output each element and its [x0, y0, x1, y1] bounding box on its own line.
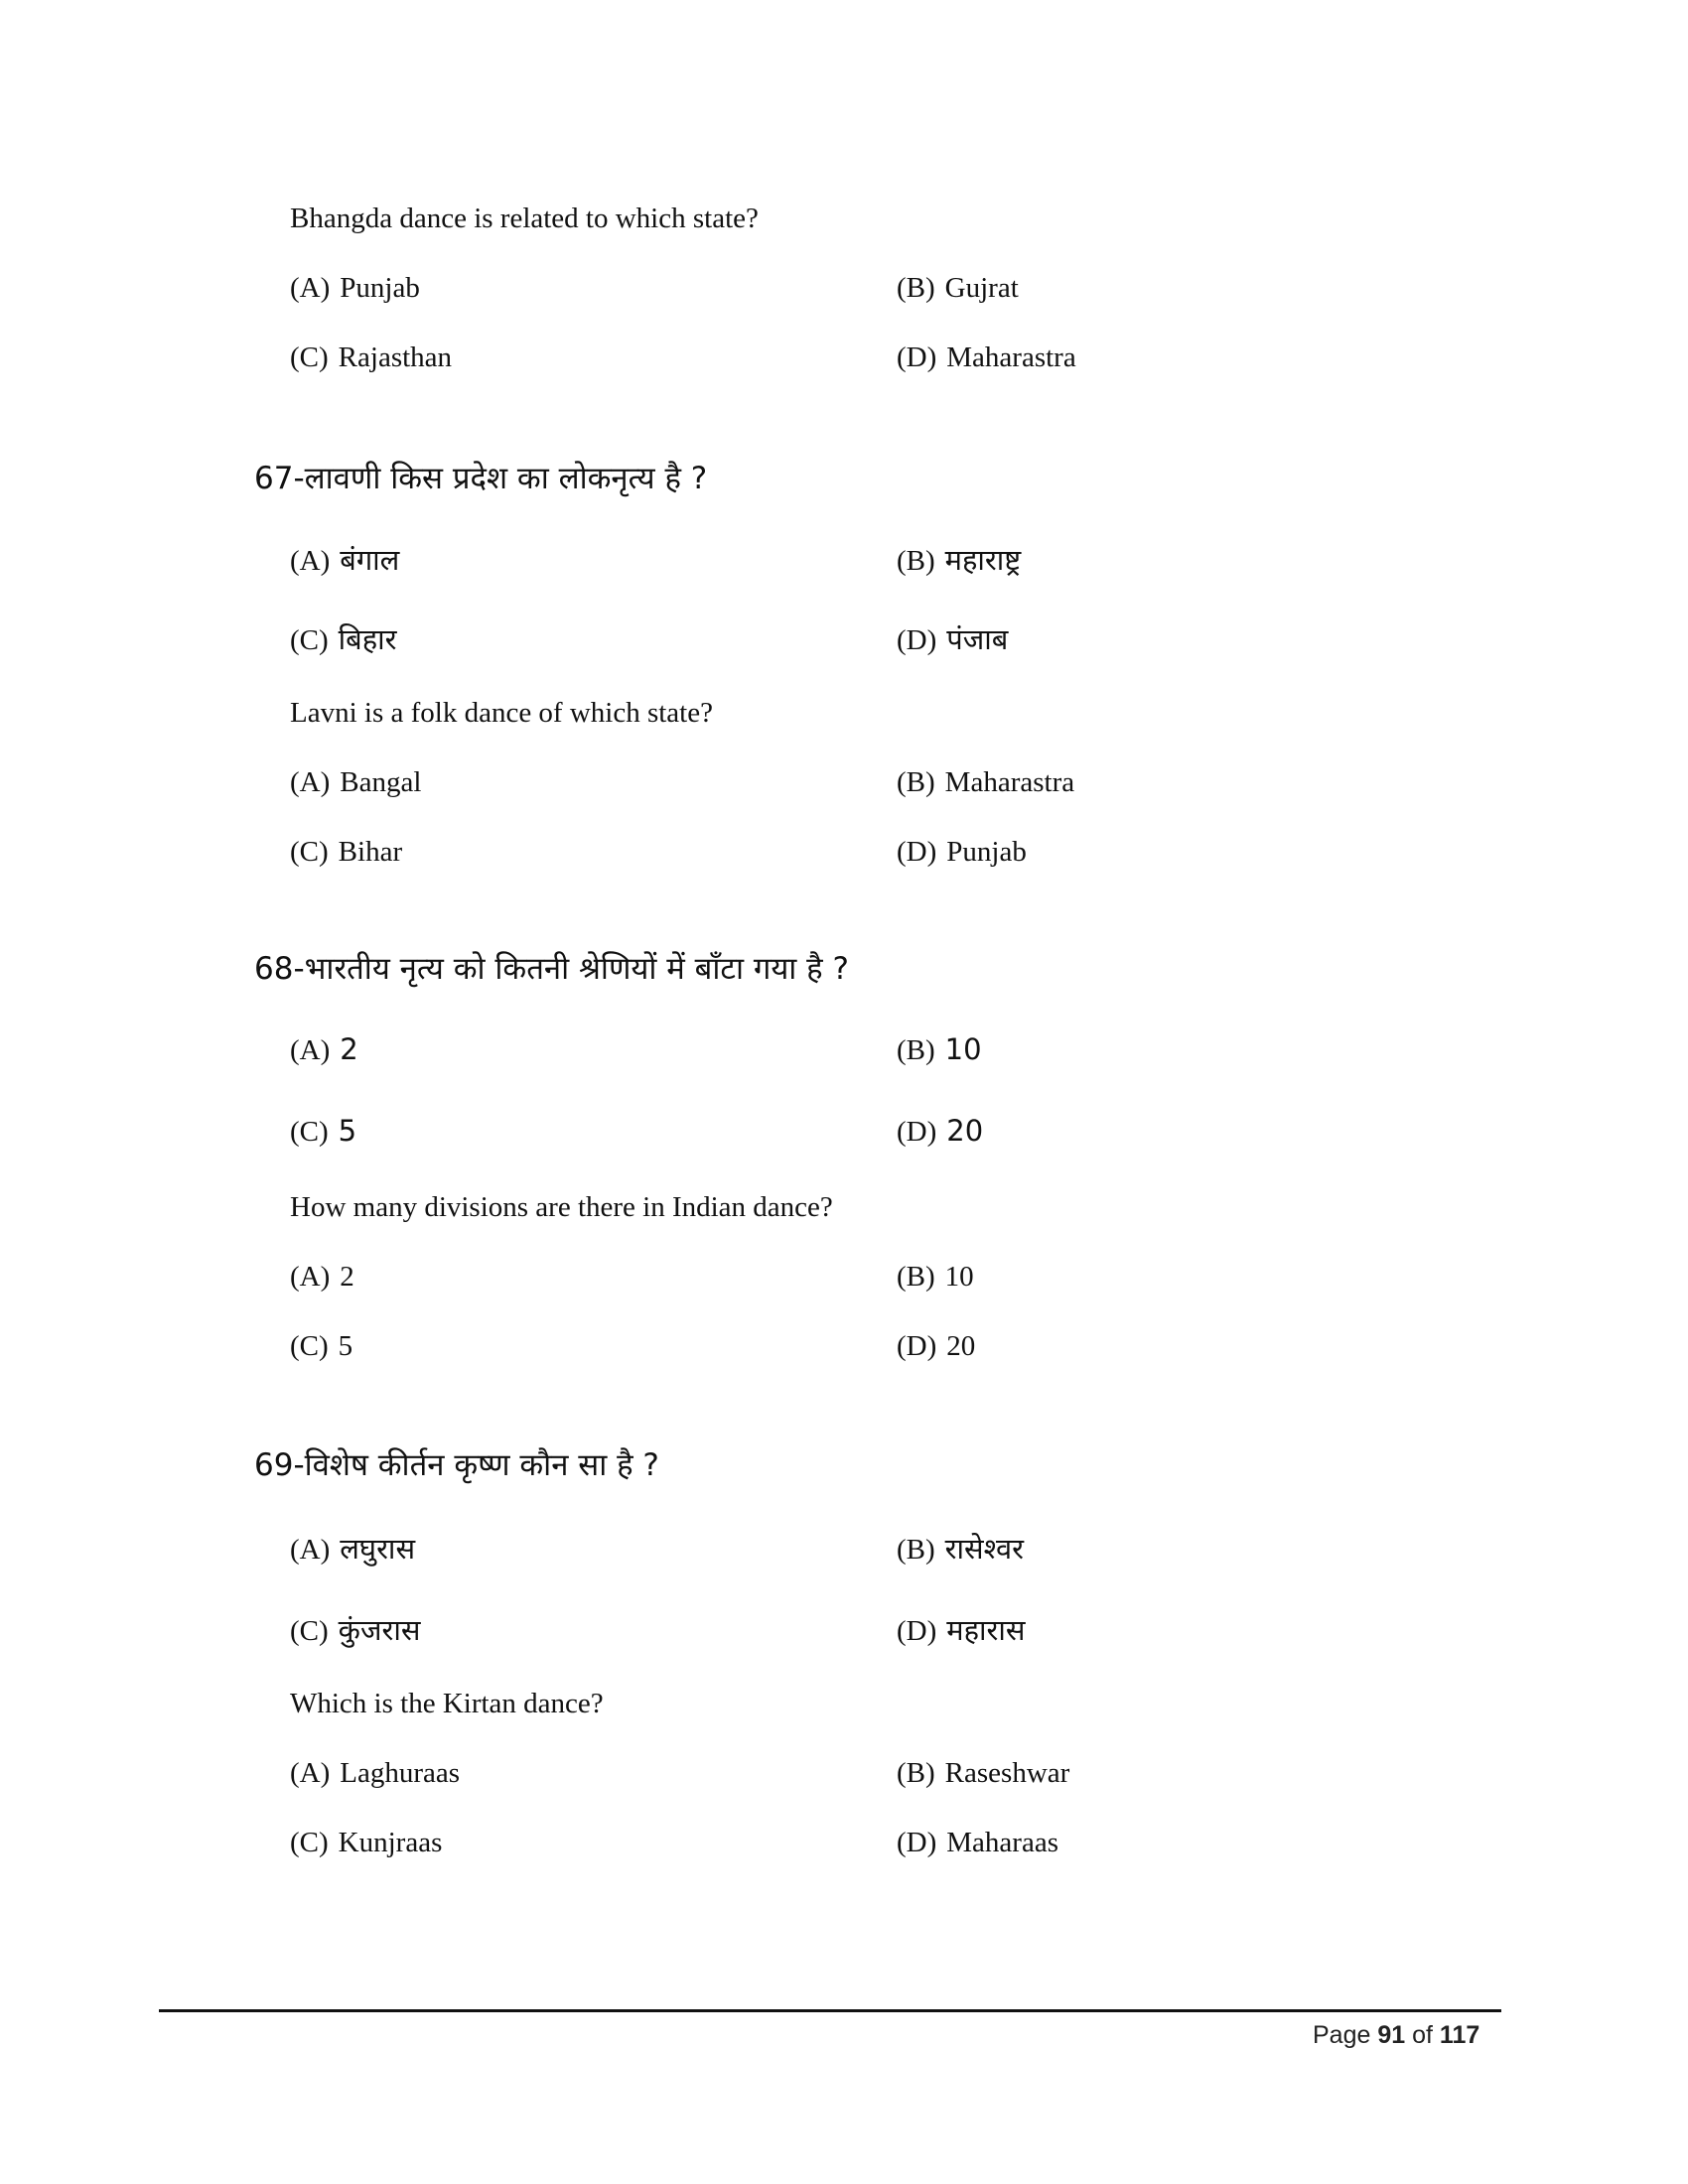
option-label: (A) — [290, 1034, 331, 1066]
option-d — [897, 1114, 983, 1149]
option-label: (D) — [897, 1615, 937, 1647]
option-text: 20 — [946, 1330, 976, 1362]
option-label: (D) — [897, 836, 937, 868]
option-text: Rajasthan — [338, 341, 453, 373]
option-c — [290, 1610, 420, 1649]
options-row — [290, 1330, 1283, 1370]
option-text: Bihar — [338, 836, 403, 868]
page-number-footer — [1313, 2021, 1479, 2050]
option-a — [290, 1032, 358, 1067]
option-label: (A) — [290, 1757, 331, 1789]
option-label: (B) — [897, 1757, 935, 1789]
total-pages-number: 117 — [1439, 2021, 1480, 2049]
options-row — [290, 540, 1283, 580]
option-label: (D) — [897, 1827, 937, 1858]
option-b — [897, 1261, 974, 1294]
option-d — [897, 836, 1027, 869]
option-label: (C) — [290, 1827, 329, 1858]
option-text: महाराष्ट्र — [944, 543, 1022, 577]
option-text: 5 — [338, 1114, 357, 1148]
option-a — [290, 766, 421, 799]
option-b — [897, 766, 1074, 799]
option-c — [290, 836, 402, 869]
options-row — [290, 619, 1283, 659]
option-text: Laghuraas — [340, 1757, 461, 1789]
option-a — [290, 1261, 354, 1294]
option-b — [897, 1757, 1069, 1790]
option-b — [897, 1529, 1024, 1568]
option-b — [897, 1032, 982, 1067]
option-label: (D) — [897, 1116, 937, 1148]
question-67-english-text: Lavni is a folk dance of which state? — [290, 697, 713, 729]
question-69-hindi-text: 69-विशेष कीर्तन कृष्ण कौन सा है ? — [254, 1447, 659, 1483]
question-67-hindi-text: 67-लावणी किस प्रदेश का लोकनृत्य है ? — [254, 461, 708, 496]
options-row — [290, 1529, 1283, 1569]
question-68-english-text: How many divisions are there in Indian dance? — [290, 1191, 833, 1223]
option-label: (C) — [290, 836, 329, 868]
option-text: Maharastra — [944, 766, 1075, 798]
option-text: कुंजरास — [338, 1613, 421, 1647]
option-label: (B) — [897, 766, 935, 798]
option-text: बिहार — [338, 622, 397, 656]
option-label: (C) — [290, 1330, 329, 1362]
option-text: 2 — [340, 1032, 358, 1066]
option-label: (A) — [290, 545, 331, 577]
option-text: Raseshwar — [944, 1757, 1070, 1789]
option-label: (A) — [290, 1534, 331, 1566]
option-label: (C) — [290, 1116, 329, 1148]
option-text: पंजाब — [946, 622, 1009, 656]
options-row — [290, 1757, 1283, 1797]
option-label: (B) — [897, 272, 935, 304]
option-text: Punjab — [340, 272, 420, 304]
page-word: Page — [1313, 2021, 1371, 2049]
option-label: (B) — [897, 1261, 935, 1293]
options-row — [290, 1827, 1283, 1866]
option-b — [897, 272, 1019, 305]
option-text: Bangal — [340, 766, 422, 798]
option-label: (D) — [897, 1330, 937, 1362]
options-row — [290, 766, 1283, 806]
option-a — [290, 272, 420, 305]
option-label: (D) — [897, 624, 937, 656]
option-text: 10 — [944, 1261, 974, 1293]
options-row — [290, 836, 1283, 876]
options-row — [290, 1114, 1283, 1154]
options-row — [290, 341, 1283, 381]
option-label: (B) — [897, 545, 935, 577]
option-d — [897, 341, 1076, 374]
option-label: (B) — [897, 1534, 935, 1566]
footer-divider — [159, 2009, 1501, 2012]
option-d — [897, 619, 1008, 658]
option-text: Maharaas — [946, 1827, 1058, 1858]
option-text: Kunjraas — [338, 1827, 443, 1858]
option-c — [290, 619, 397, 658]
option-d — [897, 1610, 1026, 1649]
option-text: Gujrat — [944, 272, 1019, 304]
option-b — [897, 540, 1021, 579]
option-c — [290, 1114, 356, 1149]
option-d — [897, 1330, 975, 1363]
option-d — [897, 1827, 1058, 1859]
option-label: (C) — [290, 624, 329, 656]
option-text: बंगाल — [340, 543, 400, 577]
option-text: 2 — [340, 1261, 354, 1293]
option-text: 10 — [944, 1032, 982, 1066]
option-text: 20 — [946, 1114, 984, 1148]
option-text: 5 — [338, 1330, 353, 1362]
option-label: (A) — [290, 1261, 331, 1293]
option-label: (C) — [290, 341, 329, 373]
options-row — [290, 272, 1283, 312]
option-a — [290, 1757, 460, 1790]
current-page-number: 91 — [1377, 2021, 1406, 2049]
option-c — [290, 1827, 442, 1859]
question-69-english-text: Which is the Kirtan dance? — [290, 1688, 604, 1719]
option-label: (A) — [290, 766, 331, 798]
option-text: Maharastra — [946, 341, 1076, 373]
option-text: महारास — [946, 1613, 1026, 1647]
option-c — [290, 1330, 352, 1363]
option-a — [290, 1529, 415, 1568]
option-label: (D) — [897, 341, 937, 373]
option-a — [290, 540, 399, 579]
question-68-hindi-text: 68-भारतीय नृत्य को कितनी श्रेणियों में बाँटा गया है ? — [254, 951, 849, 987]
question-english-text: Bhangda dance is related to which state? — [290, 203, 759, 234]
option-c — [290, 341, 452, 374]
option-label: (A) — [290, 272, 331, 304]
option-text: Punjab — [946, 836, 1027, 868]
of-word: of — [1412, 2021, 1433, 2049]
option-label: (B) — [897, 1034, 935, 1066]
option-text: रासेश्वर — [944, 1532, 1024, 1566]
options-row — [290, 1032, 1283, 1072]
option-text: लघुरास — [340, 1532, 416, 1566]
option-label: (C) — [290, 1615, 329, 1647]
options-row — [290, 1261, 1283, 1300]
options-row — [290, 1610, 1283, 1650]
